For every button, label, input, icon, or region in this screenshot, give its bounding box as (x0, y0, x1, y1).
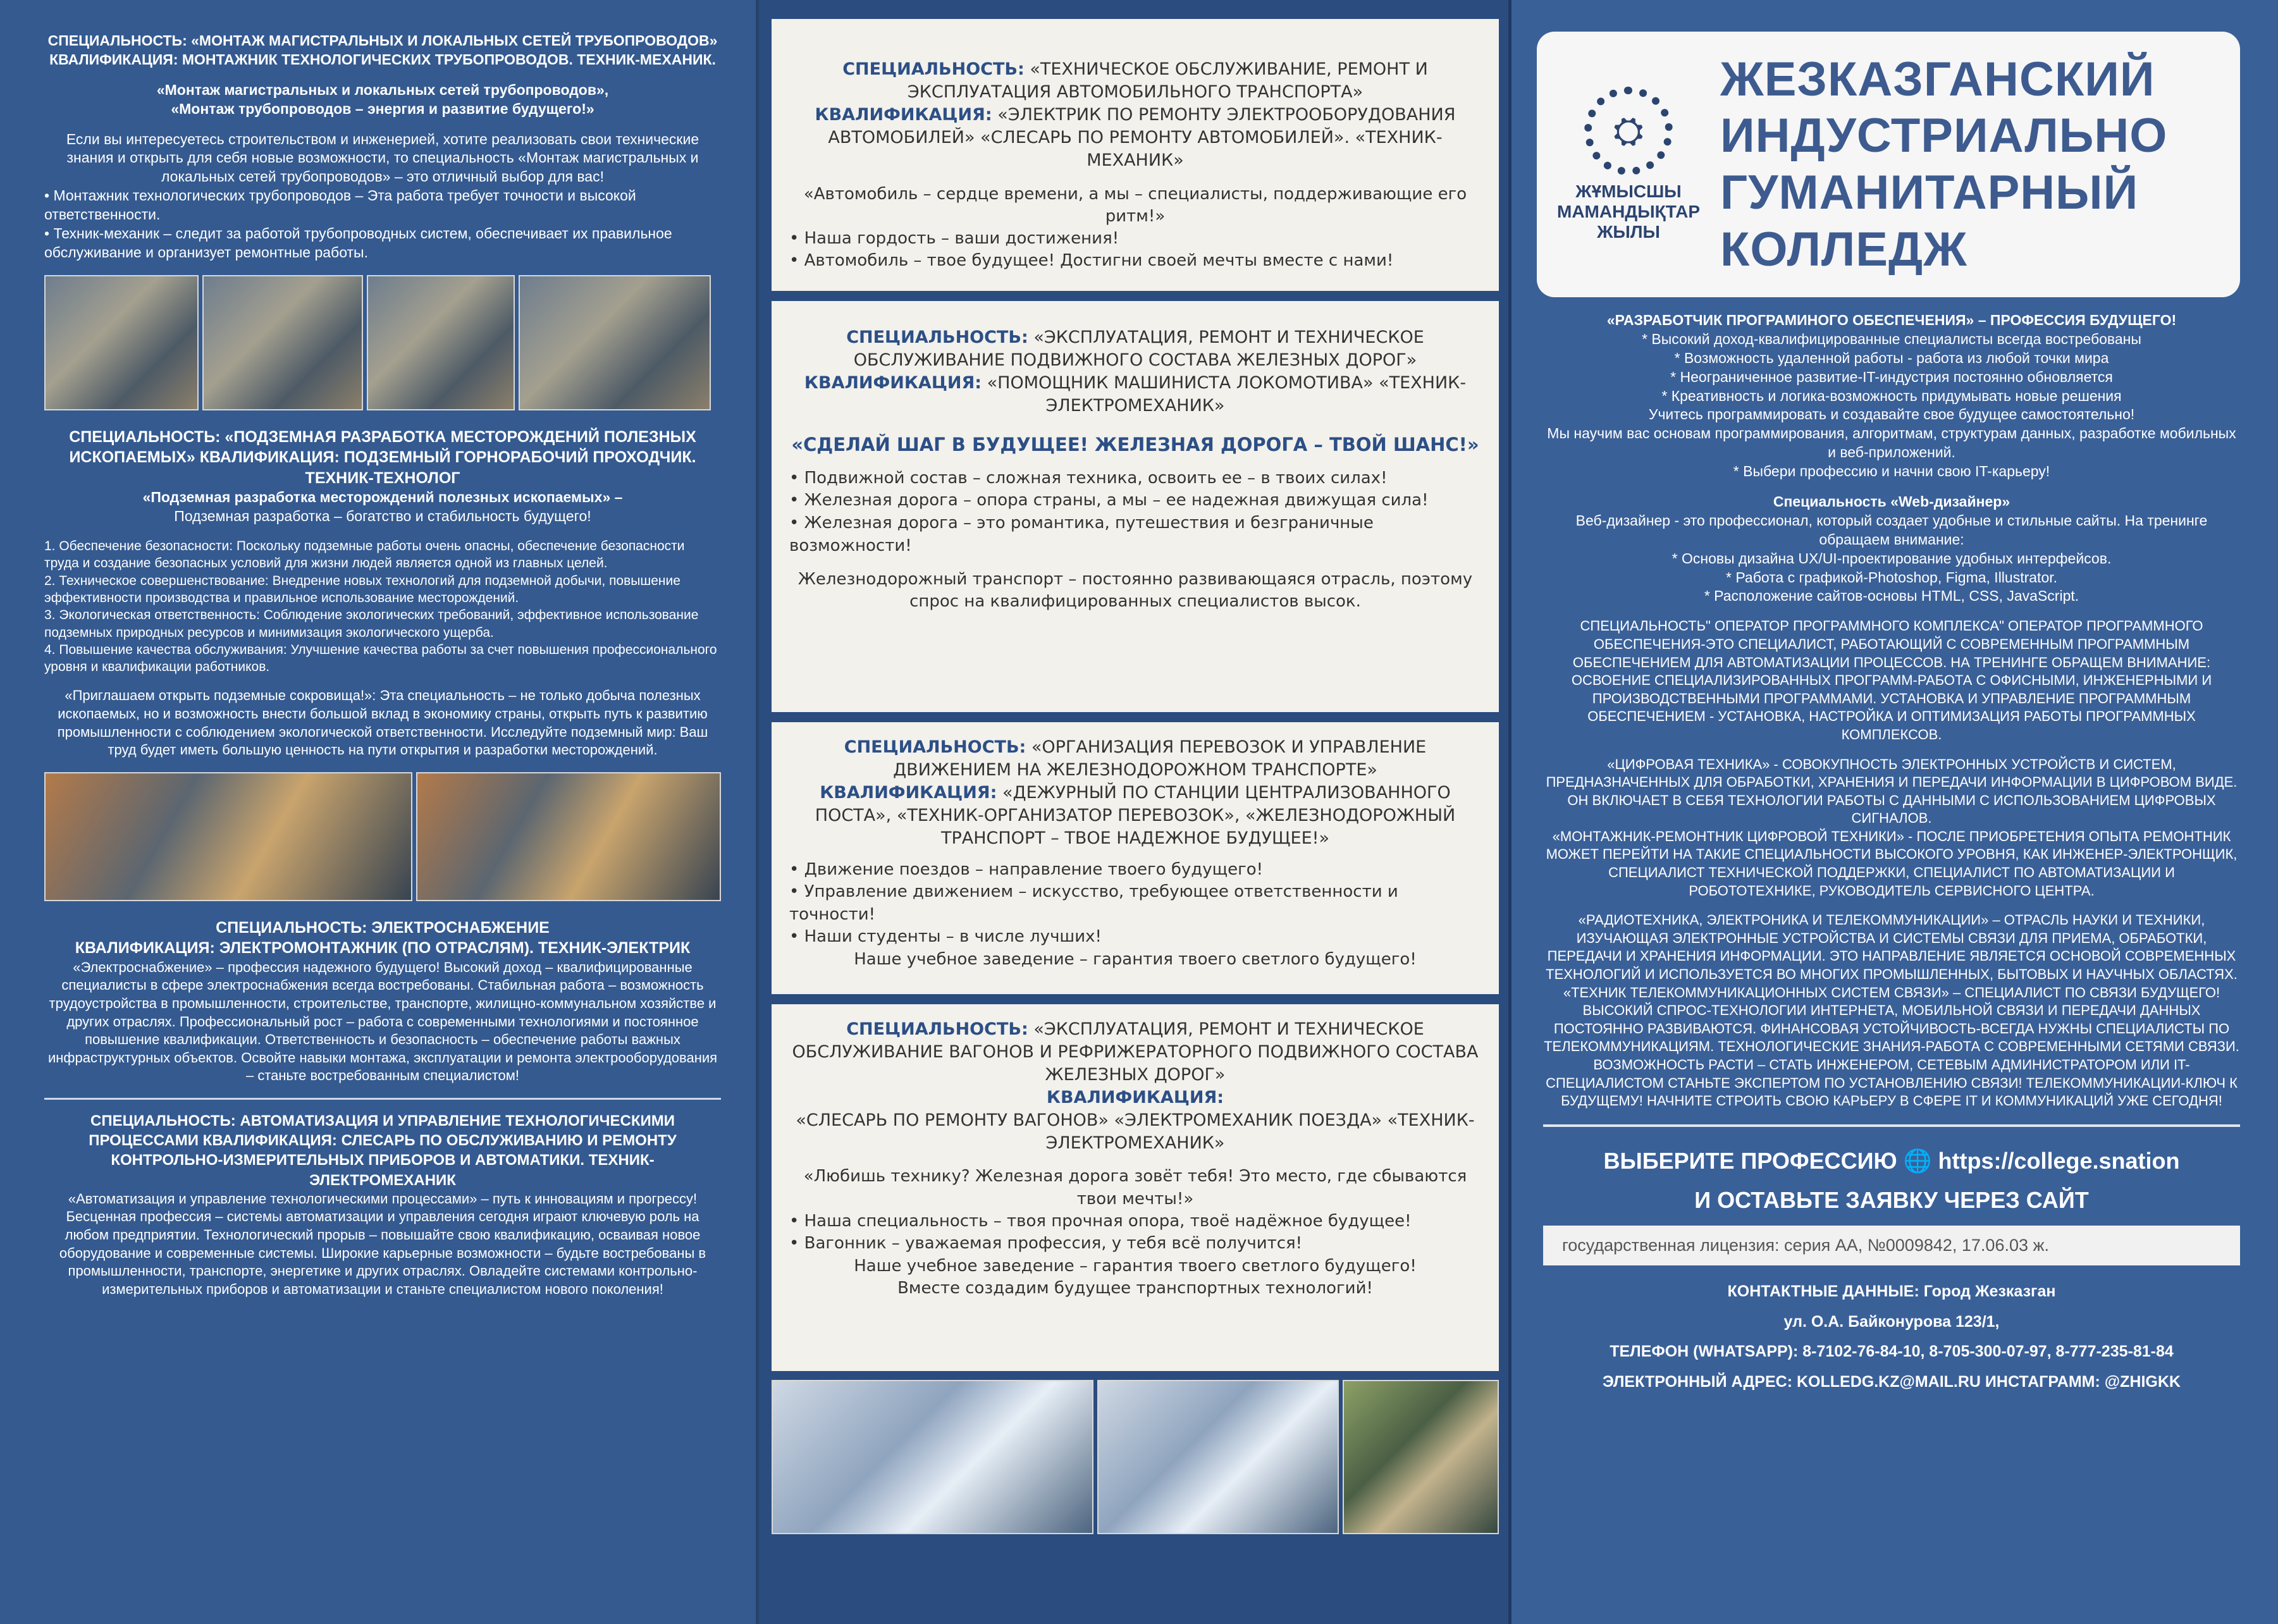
specialty-power-heading-2: КВАЛИФИКАЦИЯ: ЭЛЕКТРОМОНТАЖНИК (ПО ОТРАСЛЯМ). ТЕХНИК-ЭЛЕКТРИК (75, 939, 691, 957)
mining-point-3: 3. Экологическая ответственность: Соблюдение экологических требований, эффективное использование подземных природных ресурсов и минимизация экологического ущерба. (44, 608, 699, 640)
photo-equipment (202, 275, 363, 410)
rolling-stock-item-2: • Железная дорога – опора страны, а мы – ее надежная движущая сила! (789, 491, 1429, 510)
wagons-specialty: СПЕЦИАЛЬНОСТЬ: «ЭКСПЛУАТАЦИЯ, РЕМОНТ И ТЕХНИЧЕСКОЕ ОБСЛУЖИВАНИЕ ВАГОНОВ И РЕФРИЖЕРАТОРНОГО ПОДВИЖНОГО СОСТАВА ЖЕЛЕЗНЫХ ДОРОГ» (792, 1019, 1479, 1085)
software-operator-text: СПЕЦИАЛЬНОСТЬ" ОПЕРАТОР ПРОГРАММНОГО КОМПЛЕКСА" ОПЕРАТОР ПРОГРАММНОГО ОБЕСПЕЧЕНИЯ-ЭТО СПЕЦИАЛИСТ, РАБОТАЮЩИЙ С СОВРЕМЕННЫМ ПРОГРАММНЫМ ОБЕСПЕЧЕНИЕМ ДЛЯ АВТОМАТИЗАЦИИ ПРОЦЕССОВ. НА ТРЕНИНГЕ ОБРАЩЕМ ВНИМАНИЕ: ОСВОЕНИЕ СПЕЦИАЛИЗИРОВАННЫХ ПРОГРАММ-РАБОТА С ОФИСНЫМИ, ИНЖЕНЕРНЫМИ И ПРОИЗВОДСТВЕННЫМИ ПРОГРАММАМИ. УСТАНОВКА И УПРАВЛЕНИЕ ПРОГРАММНЫМ ОБЕСПЕЧЕНИЕМ - УСТАНОВКА, НАСТРОЙКА И ОПТИМИЗАЦИЯ РАБОТЫ ПРОГРАММНЫХ КОМПЛЕКСОВ. (1571, 618, 2212, 742)
rolling-stock-item-1: • Подвижной состав – сложная техника, освоить ее – в твоих силах! (789, 468, 1388, 488)
photo-site (519, 275, 711, 410)
card-wagons (772, 1004, 1499, 1371)
auto-specialty: СПЕЦИАЛЬНОСТЬ: «ТЕХНИЧЕСКОЕ ОБСЛУЖИВАНИЕ, РЕМОНТ И ЭКСПЛУАТАЦИЯ АВТОМОБИЛЬНОГО ТРАНСПОРТА» (842, 59, 1428, 102)
wagons-quote: «Любишь технику? Железная дорога зовёт тебя! Это место, где сбываются твои мечты!» (803, 1167, 1467, 1209)
logo-line-1: ЖҰМЫСШЫ (1575, 181, 1682, 201)
radio-tech-text: «РАДИОТЕХНИКА, ЭЛЕКТРОНИКА И ТЕЛЕКОММУНИКАЦИИ» – ОТРАСЛЬ НАУКИ И ТЕХНИКИ, ИЗУЧАЮЩАЯ ЭЛЕКТРОННЫЕ УСТРОЙСТВА И СИСТЕМЫ СВЯЗИ ДЛЯ ПРИЕМА, ОБРАБОТКИ, ПЕРЕДАЧИ И ХРАНЕНИЯ ИНФОРМАЦИИ. ЭТО НАПРАВЛЕНИЕ ЯВЛЯЕТСЯ ОСНОВОЙ СОВРЕМЕННЫХ ТЕХНОЛОГИЙ И ИСПОЛЬЗУЕТСЯ ВО МНОГИХ ПРОМЫШЛЕННЫХ, БЫТОВЫХ И НАУЧНЫХ ОБЛАСТЯХ. (1546, 912, 2238, 983)
automation-description: «Автоматизация и управление технологическими процессами» – путь к инновациям и прогрессу! Бесценная профессия – системы автоматизации и управления сегодня играют ключевую роль на любом предприятии. Технологический прорыв – повышайте свою квалификацию, осваивая новое оборудование и современные системы. Широкие карьерные возможности – будьте востребованы в промышленности, транспорте, энергетике и других отраслях. Овладейте системами контрольно-измерительных приборов и автоматизации и станьте специалистом нового поколения! (59, 1190, 706, 1297)
photo-students (772, 1380, 1093, 1534)
mining-point-1: 1. Обеспечение безопасности: Поскольку подземные работы очень опасны, обеспечение безопасности труда и создание безопасных условий для жизни людей является одной из главных целей. (44, 539, 685, 571)
license-info: государственная лицензия: серия АА, №0009842, 17.06.03 ж. (1543, 1226, 2240, 1265)
web-designer-intro: Веб-дизайнер - это профессионал, который создает удобные и стильные сайты. На тренинге обращаем внимание: (1575, 512, 2208, 548)
photo-miners-team (416, 772, 721, 901)
software-dev-line-3: * Неограниченное развитие-IT-индустрия постоянно обновляется (1670, 368, 2113, 385)
wagons-item-2: • Вагонник – уважаемая профессия, у тебя всё получится! (789, 1234, 1303, 1253)
software-dev-line-2: * Возможность удаленной работы - работа из любой точки мира (1674, 349, 2109, 366)
pipelines-photos (44, 275, 721, 410)
college-logo (1556, 87, 1701, 243)
middle-panel (759, 0, 1511, 1624)
photo-miners-group (44, 772, 412, 901)
mining-point-4: 4. Повышение качества обслуживания: Улучшение качества работы за счет повышения профессионального уровня и квалификации работников. (44, 642, 717, 675)
contact-phones: ТЕЛЕФОН (WHATSAPP): 8-7102-76-84-10, 8-705-300-07-97, 8-777-235-81-84 (1610, 1343, 2174, 1361)
left-panel (0, 0, 759, 1624)
students-photos (772, 1380, 1499, 1534)
specialty-automation-heading: СПЕЦИАЛЬНОСТЬ: АВТОМАТИЗАЦИЯ И УПРАВЛЕНИЕ ТЕХНОЛОГИЧЕСКИМИ ПРОЦЕССАМИ КВАЛИФИКАЦИЯ: СЛЕСАРЬ ПО ОБСЛУЖИВАНИЮ И РЕМОНТУ КОНТРОЛЬНО-ИЗМЕРИТЕЛЬНЫХ ПРИБОРОВ И АВТОМАТИКИ. ТЕХНИК-ЭЛЕКТРОМЕХАНИК (89, 1112, 677, 1189)
globe-icon: 🌐 (1903, 1147, 1932, 1174)
software-dev-line-1: * Высокий доход-квалифицированные специалисты всегда востребованы (1642, 330, 2141, 347)
auto-item-2: • Автомобиль – твое будущее! Достигни своей мечты вместе с нами! (789, 251, 1394, 271)
software-dev-line-6: Мы научим вас основам программирования, алгоритмам, структурам данных, разработке мобильных и веб-приложений. (1547, 425, 2236, 461)
traffic-item-2: • Управление движением – искусство, требующее ответственности и точности! (789, 882, 1398, 924)
pipelines-slogan-2: «Монтаж трубопроводов – энергия и развитие будущего!» (171, 100, 594, 117)
traffic-item-3: • Наши студенты – в числе лучших! (789, 927, 1102, 947)
contact-address: ул. О.А. Байконурова 123/1, (1783, 1312, 2000, 1331)
photo-classroom (1097, 1380, 1339, 1534)
photo-technician (367, 275, 515, 410)
traffic-item-1: • Движение поездов – направление твоего будущего! (789, 859, 1264, 879)
auto-qualification: КВАЛИФИКАЦИЯ: «ЭЛЕКТРИК ПО РЕМОНТУ ЭЛЕКТРООБОРУДОВАНИЯ АВТОМОБИЛЕЙ» «СЛЕСАРЬ ПО РЕМОНТУ АВТОМОБИЛЕЙ». «ТЕХНИК-МЕХАНИК» (815, 104, 1456, 170)
software-dev-heading: «РАЗРАБОТЧИК ПРОГРАМИНОГО ОБЕСПЕЧЕНИЯ» – ПРОФЕССИЯ БУДУЩЕГО! (1606, 312, 2177, 328)
call-to-action (1543, 1124, 2240, 1217)
photo-train (1343, 1380, 1499, 1534)
wagons-qualification: КВАЛИФИКАЦИЯ: «СЛЕСАРЬ ПО РЕМОНТУ ВАГОНОВ» «ЭЛЕКТРОМЕХАНИК ПОЕЗДА» «ТЕХНИК-ЭЛЕКТРОМЕХАНИК» (796, 1087, 1475, 1153)
traffic-specialty: СПЕЦИАЛЬНОСТЬ: «ОРГАНИЗАЦИЯ ПЕРЕВОЗОК И УПРАВЛЕНИЕ ДВИЖЕНИЕМ НА ЖЕЛЕЗНОДОРОЖНОМ ТРАНСПОРТЕ» (844, 737, 1427, 780)
mining-point-2: 2. Техническое совершенствование: Внедрение новых технологий для подземной добычи, повышение эффективности производства и правильное использование месторождений. (44, 573, 680, 605)
web-designer-line-2: * Работа с графикой-Photoshop, Figma, Illustrator. (1725, 569, 2058, 586)
rolling-stock-item-3: • Железная дорога – это романтика, путешествия и безграничные возможности! (789, 513, 1374, 555)
cta-line-2: И ОСТАВЬТЕ ЗАЯВКУ ЧЕРЕЗ САЙТ (1694, 1186, 2089, 1213)
wagons-item-1: • Наша специальность – твоя прочная опора, твоё надёжное будущее! (789, 1211, 1412, 1231)
traffic-qualification: КВАЛИФИКАЦИЯ: «ДЕЖУРНЫЙ ПО СТАНЦИИ ЦЕНТРАЛИЗОВАННОГО ПОСТА», «ТЕХНИК-ОРГАНИЗАТОР ПЕРЕВОЗОК», «ЖЕЛЕЗНОДОРОЖНЫЙ ТРАНСПОРТ – ТВОЕ НАДЕЖНОЕ БУДУЩЕЕ!» (815, 782, 1456, 848)
pipelines-bullet-2: • Техник-механик – следит за работой трубопроводных систем, обеспечивает их правильное обслуживание и организует ремонтные работы. (44, 225, 672, 261)
web-designer-heading: Специальность «Web-дизайнер» (1773, 493, 2010, 510)
rolling-stock-qualification: КВАЛИФИКАЦИЯ: «ПОМОЩНИК МАШИНИСТА ЛОКОМОТИВА» «ТЕХНИК-ЭЛЕКТРОМЕХАНИК» (804, 372, 1467, 415)
college-website-link[interactable]: https://college.snation (1938, 1147, 2180, 1174)
college-title: ЖЕЗКАЗГАНСКИЙ ИНДУСТРИАЛЬНО ГУМАНИТАРНЫЙ КОЛЛЕДЖ (1720, 52, 2168, 276)
web-designer-line-1: * Основы дизайна UX/UI-проектирование удобных интерфейсов. (1672, 550, 2112, 567)
logo-line-2: МАМАНДЫҚТАР (1557, 201, 1700, 221)
software-dev-line-7: * Выбери профессию и начни свою IT-карьеру! (1733, 463, 2050, 480)
mining-invitation: «Приглашаем открыть подземные сокровища!»: Эта специальность – не только добыча полезных ископаемых, но и возможность внести большой вклад в экономику страны, открыть путь к развитию промышленности с соблюдением экологической ответственности. Исследуйте подземный мир: Ваш труд будет иметь большую ценность на пути открытия и разработки месторождений. (57, 687, 708, 758)
wagons-item-3: Наше учебное заведение – гарантия твоего светлого будущего! (854, 1256, 1417, 1276)
power-description: «Электроснабжение» – профессия надежного будущего! Высокий доход – квалифицированные специалисты в сфере электроснабжения всегда востребованы. Стабильная работа – возможность трудоустройства в промышленности, строительстве, транспорте, жилищно-коммунальном хозяйстве и других отраслях. Профессиональный рост – работа с современными технологиями и постоянное повышение квалификации. Ответственность и безопасность – обеспечение работы важных инфраструктурных объектов. Освойте навыки монтажа, эксплуатации и ремонта электрооборудования – станьте востребованным специалистом! (47, 959, 718, 1084)
card-auto (772, 19, 1499, 291)
rolling-stock-slogan: «СДЕЛАЙ ШАГ В БУДУЩЕЕ! ЖЕЛЕЗНАЯ ДОРОГА – ТВОЙ ШАНС!» (791, 433, 1479, 455)
wagons-item-4: Вместе создадим будущее транспортных технологий! (897, 1279, 1373, 1298)
web-designer-line-3: * Расположение сайтов-основы HTML, CSS, JavaScript. (1704, 587, 2079, 605)
rolling-stock-specialty: СПЕЦИАЛЬНОСТЬ: «ЭКСПЛУАТАЦИЯ, РЕМОНТ И ТЕХНИЧЕСКОЕ ОБСЛУЖИВАНИЕ ПОДВИЖНОГО СОСТАВА ЖЕЛЕЗНЫХ ДОРОГ» (846, 328, 1424, 370)
mining-slogan-2: Подземная разработка – богатство и стабильность будущего! (174, 508, 591, 525)
telecom-tech-text: «ТЕХНИК ТЕЛЕКОММУНИКАЦИОННЫХ СИСТЕМ СВЯЗИ» – СПЕЦИАЛИСТ ПО СВЯЗИ БУДУЩЕГО! ВЫСОКИЙ СПРОС-ТЕХНОЛОГИИ ИНТЕРНЕТА, МОБИЛЬНОЙ СВЯЗИ И ПЕРЕДАЧИ ДАННЫХ ПОСТОЯННО РАЗВИВАЮТСЯ. ФИНАНСОВАЯ УСТОЙЧИВОСТЬ-ВСЕГДА НУЖНЫ СПЕЦИАЛИСТЫ ПО ТЕЛЕКОММУНИКАЦИЯМ. ТЕХНОЛОГИЧЕСКИЕ ЗНАНИЯ-РАБОТА С СОВРЕМЕННЫМИ СЕТЯМИ СВЯЗИ. ВОЗМОЖНОСТЬ РАСТИ – СТАТЬ ИНЖЕНЕРОМ, СЕТЕВЫМ АДМИНИСТРАТОРОМ ИЛИ IT-СПЕЦИАЛИСТОМ СТАНЬТЕ ЭКСПЕРТОМ ПО УСТАНОВЛЕНИЮ СВЯЗИ! ТЕЛЕКОММУНИКАЦИИ-КЛЮЧ К БУДУЩЕМУ! НАЧНИТЕ СТРОИТЬ СВОЮ КАРЬЕРУ В СФЕРЕ IT И КОММУНИКАЦИЙ УЖЕ СЕГОДНЯ! (1544, 984, 2239, 1109)
right-panel (1511, 0, 2278, 1624)
mining-photos (44, 772, 721, 901)
specialty-mining-heading: СПЕЦИАЛЬНОСТЬ: «ПОДЗЕМНАЯ РАЗРАБОТКА МЕСТОРОЖДЕНИЙ ПОЛЕЗНЫХ ИСКОПАЕМЫХ» КВАЛИФИКАЦИЯ: ПОДЗЕМНЫЙ ГОРНОРАБОЧИЙ ПРОХОДЧИК. ТЕХНИК-ТЕХНОЛОГ (69, 428, 696, 487)
rolling-stock-summary: Железнодорожный транспорт – постоянно развивающаяся отрасль, поэтому спрос на квалифицированных специалистов высок. (797, 570, 1473, 612)
card-rolling-stock (772, 301, 1499, 712)
software-dev-line-5: Учитесь программировать и создавайте свое будущее самостоятельно! (1648, 406, 2135, 423)
cta-line-1: ВЫБЕРИТЕ ПРОФЕССИЮ (1603, 1147, 1897, 1174)
pipelines-slogan-1: «Монтаж магистральных и локальных сетей трубопроводов», (156, 81, 609, 98)
traffic-item-4: Наше учебное заведение – гарантия твоего светлого будущего! (854, 949, 1417, 969)
card-traffic (772, 722, 1499, 994)
logo-line-3: ЖЫЛЫ (1597, 222, 1660, 242)
gear-icon: ⛭ (1584, 87, 1673, 175)
specialty-pipelines-heading: СПЕЦИАЛЬНОСТЬ: «МОНТАЖ МАГИСТРАЛЬНЫХ И ЛОКАЛЬНЫХ СЕТЕЙ ТРУБОПРОВОДОВ» КВАЛИФИКАЦИЯ: МОНТАЖНИК ТЕХНОЛОГИЧЕСКИХ ТРУБОПРОВОДОВ. ТЕХНИК-МЕХАНИК. (47, 32, 718, 68)
mining-slogan-1: «Подземная разработка месторождений полезных ископаемых» – (142, 489, 623, 506)
software-dev-line-4: * Креативность и логика-возможность придумывать новые решения (1661, 387, 2122, 404)
specialty-power-heading-1: СПЕЦИАЛЬНОСТЬ: ЭЛЕКТРОСНАБЖЕНИЕ (216, 918, 550, 937)
pipelines-bullet-1: • Монтажник технологических трубопроводов – Эта работа требует точности и высокой ответственности. (44, 187, 636, 223)
college-header (1537, 32, 2240, 297)
contact-city: КОНТАКТНЫЕ ДАННЫЕ: Город Жезказган (1727, 1283, 2056, 1301)
auto-quote: «Автомобиль – сердце времени, а мы – специалисты, поддерживающие его ритм!» (803, 184, 1467, 226)
contacts (1543, 1277, 2240, 1397)
digital-tech-text: «ЦИФРОВАЯ ТЕХНИКА» - СОВОКУПНОСТЬ ЭЛЕКТРОННЫХ УСТРОЙСТВ И СИСТЕМ, ПРЕДНАЗНАЧЕННЫХ ДЛЯ ОБРАБОТКИ, ХРАНЕНИЯ И ПЕРЕДАЧИ ИНФОРМАЦИИ В ЦИФРОВОМ ВИДЕ. ОН ВКЛЮЧАЕТ В СЕБЯ ТЕХНОЛОГИИ РАБОТЫ С ДАННЫМИ С ИСПОЛЬЗОВАНИЕМ ЦИФРОВЫХ СИГНАЛОВ. (1546, 756, 2238, 827)
photo-workers (44, 275, 199, 410)
auto-item-1: • Наша гордость – ваши достижения! (789, 228, 1119, 248)
pipelines-intro: Если вы интересуетесь строительством и инженерией, хотите реализовать свои технические знания и открыть для себя новые возможности, то специальность «Монтаж магистральных и локальных сетей трубопроводов» – это отличный выбор для вас! (66, 130, 699, 185)
digital-repair-text: «МОНТАЖНИК-РЕМОНТНИК ЦИФРОВОЙ ТЕХНИКИ» - ПОСЛЕ ПРИОБРЕТЕНИЯ ОПЫТА РЕМОНТНИК МОЖЕТ ПЕРЕЙТИ НА ТАКИЕ СПЕЦИАЛЬНОСТИ ВЫСОКОГО УРОВНЯ, КАК ИНЖЕНЕР-ЭЛЕКТРОНЩИК, СПЕЦИАЛИСТ ТЕХНИЧЕСКОЙ ПОДДЕРЖКИ, СПЕЦИАЛИСТ ПО АВТОМАТИЗАЦИИ И РОБОТОТЕХНИКЕ, РУКОВОДИТЕЛЬ СЕРВИСНОГО ЦЕНТРА. (1546, 828, 2238, 899)
contact-email-instagram: ЭЛЕКТРОННЫЙ АДРЕС: KOLLEDG.KZ@MAIL.RU ИНСТАГРАММ: @ZHIGKK (1603, 1372, 2181, 1391)
